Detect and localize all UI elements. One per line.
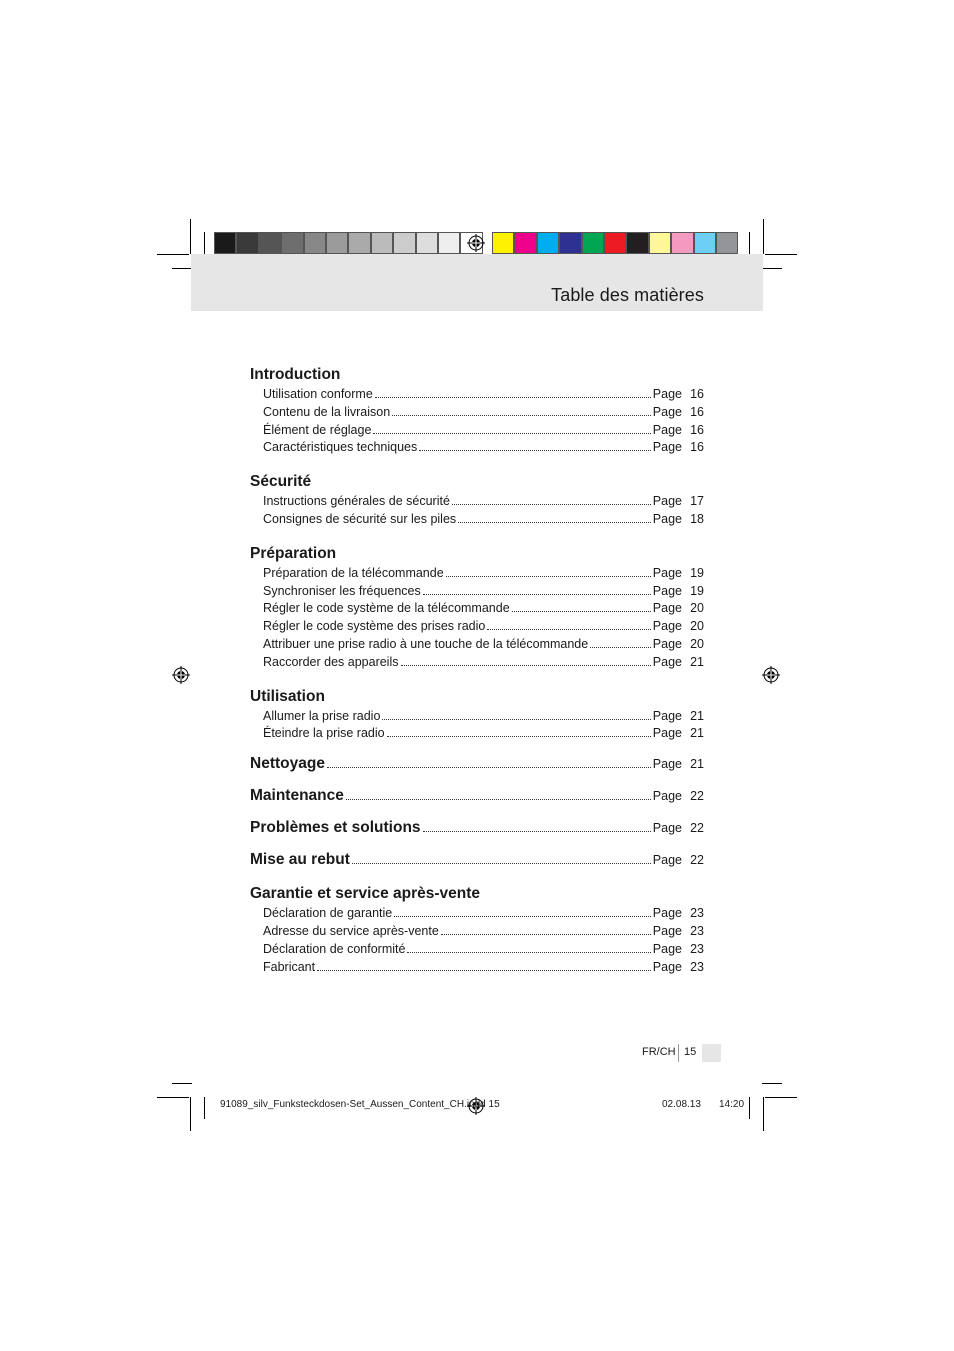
- page-word: Page: [652, 636, 682, 651]
- toc-entry-page: [653, 386, 704, 404]
- page-number: 21: [690, 708, 704, 723]
- gray-swatch: [304, 232, 326, 254]
- page-word: Page: [652, 404, 682, 419]
- page-word: Page: [652, 511, 682, 526]
- toc-entry-page: [653, 708, 704, 726]
- toc-section-entry[interactable]: [250, 817, 704, 839]
- toc-entry-label: Préparation de la télécommande: [263, 565, 444, 580]
- toc-section-entry[interactable]: [250, 785, 704, 807]
- page-word: Page: [652, 923, 682, 938]
- table-of-contents: [250, 364, 704, 976]
- crop-mark: [762, 268, 782, 269]
- toc-entry-page: [653, 757, 704, 771]
- toc-entry-page: [653, 636, 704, 654]
- process-swatch: [582, 232, 604, 254]
- dot-leader: [387, 735, 651, 737]
- crop-mark: [765, 254, 797, 255]
- toc-entry[interactable]: [250, 404, 704, 422]
- page-number: 23: [690, 941, 704, 956]
- toc-entry-page: [653, 583, 704, 601]
- slug-filename: 91089_silv_Funksteckdosen-Set_Aussen_Content_CH.indd 15: [220, 1099, 500, 1110]
- process-color-bar: [492, 232, 738, 256]
- dot-leader: [392, 414, 651, 416]
- dot-leader: [423, 830, 651, 832]
- toc-entry-label: Fabricant: [263, 959, 316, 974]
- page-word: Page: [652, 422, 682, 437]
- toc-entry-label: Raccorder des appareils: [263, 654, 399, 669]
- toc-entry-page: [653, 821, 704, 835]
- footer-page-number: 15: [684, 1046, 697, 1058]
- toc-section-title[interactable]: Garantie et service après-vente: [250, 885, 481, 903]
- toc-section-title[interactable]: Introduction: [250, 366, 341, 383]
- toc-entry-label: Consignes de sécurité sur les piles: [263, 511, 457, 526]
- crop-mark: [762, 1083, 782, 1084]
- process-swatch: [559, 232, 581, 254]
- toc-entry-page: [653, 923, 704, 941]
- toc-entry[interactable]: [250, 905, 704, 923]
- page-word: Page: [652, 853, 682, 868]
- toc-section: [250, 849, 704, 871]
- page-number: 16: [690, 404, 704, 419]
- page-number: 19: [690, 565, 704, 580]
- crop-mark: [763, 219, 764, 254]
- dot-leader: [346, 798, 651, 800]
- page-number: 23: [690, 906, 704, 921]
- crop-mark: [763, 1097, 764, 1131]
- toc-entry-label: Synchroniser les fréquences: [263, 583, 421, 598]
- toc-entry[interactable]: [250, 439, 704, 457]
- page-word: Page: [652, 565, 682, 580]
- page-word: Page: [652, 601, 682, 616]
- toc-entry-page: [653, 725, 704, 743]
- page-number: 19: [690, 583, 704, 598]
- page-number: 16: [690, 387, 704, 401]
- toc-entry-page: [653, 789, 704, 803]
- toc-entry-page: [653, 853, 704, 867]
- toc-section: [250, 753, 704, 775]
- toc-entry-label: Déclaration de conformité: [263, 941, 406, 956]
- page-number: 17: [690, 494, 704, 509]
- toc-section-title[interactable]: Préparation: [250, 544, 337, 562]
- crop-mark: [157, 254, 189, 255]
- dot-leader: [401, 664, 651, 666]
- crop-mark: [204, 232, 205, 256]
- page-number: 23: [690, 923, 704, 938]
- dot-leader: [423, 593, 651, 595]
- page-word: Page: [652, 941, 682, 956]
- gray-swatch: [214, 232, 236, 254]
- toc-entry-label: Instructions générales de sécurité: [263, 494, 450, 509]
- footer-language: FR/CH: [642, 1046, 676, 1058]
- toc-entry-page: [653, 439, 704, 457]
- page-word: Page: [652, 387, 682, 401]
- dot-leader: [458, 521, 651, 523]
- toc-section: [250, 785, 704, 807]
- page-word: Page: [652, 708, 682, 723]
- page-word: Page: [652, 821, 682, 836]
- process-swatch: [604, 232, 626, 254]
- gray-swatch: [326, 232, 348, 254]
- toc-entry[interactable]: [250, 654, 704, 672]
- toc-entry-page: [653, 493, 704, 511]
- toc-entry[interactable]: [250, 386, 704, 404]
- process-swatch: [492, 232, 514, 254]
- page-number: 22: [690, 821, 704, 836]
- dot-leader: [382, 718, 650, 720]
- registration-mark-icon: [762, 666, 780, 684]
- dot-leader: [317, 969, 651, 971]
- page-number: 20: [690, 636, 704, 651]
- process-swatch: [694, 232, 716, 254]
- toc-section-title[interactable]: Utilisation: [250, 687, 325, 705]
- toc-entry[interactable]: [250, 618, 704, 636]
- toc-section: [250, 471, 704, 529]
- page-number: 21: [690, 757, 704, 772]
- toc-entry[interactable]: [250, 511, 704, 529]
- toc-entry[interactable]: [250, 583, 704, 601]
- toc-entry[interactable]: [250, 422, 704, 440]
- toc-section-title: Maintenance: [250, 787, 344, 805]
- page-word: Page: [652, 789, 682, 804]
- toc-entry-page: [653, 511, 704, 529]
- process-swatch: [716, 232, 738, 254]
- dot-leader: [407, 951, 650, 953]
- toc-entry[interactable]: [250, 941, 704, 959]
- page-word: Page: [652, 654, 682, 669]
- page-number: 20: [690, 601, 704, 616]
- toc-entry-label: Déclaration de garantie: [263, 906, 393, 921]
- slug-time: 14:20: [719, 1099, 745, 1110]
- dot-leader: [375, 396, 651, 398]
- page-number: 23: [690, 959, 704, 974]
- crop-mark: [172, 1083, 192, 1084]
- gray-swatch: [281, 232, 303, 254]
- gray-swatch: [259, 232, 281, 254]
- gray-swatch: [438, 232, 460, 254]
- dot-leader: [452, 503, 651, 505]
- toc-entry-page: [653, 600, 704, 618]
- toc-entry-label: Utilisation conforme: [263, 387, 373, 401]
- crop-mark: [157, 1097, 189, 1098]
- registration-mark-icon: [467, 234, 485, 252]
- page-title: Table des matières: [551, 285, 704, 305]
- toc-entry[interactable]: [250, 959, 704, 977]
- dot-leader: [446, 575, 651, 577]
- dot-leader: [441, 933, 651, 935]
- page-word: Page: [652, 619, 682, 634]
- page-number: 16: [690, 440, 704, 455]
- toc-entry-label: Adresse du service après-vente: [263, 923, 439, 938]
- page-number: 20: [690, 619, 704, 634]
- dot-leader: [327, 766, 651, 768]
- toc-entry-label: Attribuer une prise radio à une touche de la télécommande: [263, 636, 589, 651]
- toc-section-title: Problèmes et solutions: [250, 819, 421, 837]
- gray-swatch: [393, 232, 415, 254]
- toc-entry-page: [653, 905, 704, 923]
- toc-entry-page: [653, 565, 704, 583]
- toc-section: [250, 364, 704, 457]
- toc-entry[interactable]: [250, 725, 704, 743]
- crop-mark: [190, 219, 191, 254]
- toc-entry-label: Régler le code système de la télécommande: [263, 601, 510, 616]
- gray-swatch: [236, 232, 258, 254]
- process-swatch: [514, 232, 536, 254]
- page-word: Page: [652, 726, 682, 741]
- toc-section-entry[interactable]: [250, 753, 704, 775]
- crop-mark: [172, 268, 192, 269]
- toc-section: [250, 543, 704, 672]
- crop-mark: [749, 1097, 750, 1119]
- page-word: Page: [652, 494, 682, 509]
- toc-entry[interactable]: [250, 636, 704, 654]
- toc-entry-page: [653, 422, 704, 440]
- toc-entry-page: [653, 654, 704, 672]
- toc-entry-page: [653, 404, 704, 422]
- slug-date: 02.08.13: [662, 1099, 701, 1110]
- toc-entry[interactable]: [250, 565, 704, 583]
- page-number: 21: [690, 726, 704, 741]
- registration-mark-icon: [172, 666, 190, 684]
- crop-mark: [749, 232, 750, 256]
- gray-swatch: [416, 232, 438, 254]
- process-swatch: [537, 232, 559, 254]
- toc-entry[interactable]: [250, 923, 704, 941]
- toc-entry-label: Allumer la prise radio: [263, 708, 381, 723]
- dot-leader: [394, 915, 651, 917]
- dot-leader: [373, 432, 650, 434]
- toc-entry[interactable]: [250, 493, 704, 511]
- gray-color-bar: [214, 232, 483, 256]
- crop-mark: [765, 1097, 797, 1098]
- crop-mark: [204, 1097, 205, 1119]
- toc-entry[interactable]: [250, 708, 704, 726]
- toc-section-title: Nettoyage: [250, 755, 325, 773]
- process-swatch: [649, 232, 671, 254]
- toc-section: [250, 686, 704, 744]
- toc-section: [250, 883, 704, 976]
- page-number: 21: [690, 654, 704, 669]
- process-swatch: [626, 232, 648, 254]
- page-word: Page: [652, 757, 682, 772]
- page-number: 22: [690, 853, 704, 868]
- process-swatch: [671, 232, 693, 254]
- page-word: Page: [652, 906, 682, 921]
- dot-leader: [352, 862, 651, 864]
- page-word: Page: [652, 440, 682, 455]
- page-number: 18: [690, 511, 704, 526]
- footer-tab: [702, 1044, 721, 1062]
- toc-entry-page: [653, 959, 704, 977]
- toc-section-title: Mise au rebut: [250, 851, 350, 869]
- dot-leader: [512, 610, 651, 612]
- toc-entry-label: Régler le code système des prises radio: [263, 619, 486, 634]
- dot-leader: [590, 646, 651, 648]
- dot-leader: [487, 628, 650, 630]
- dot-leader: [419, 449, 651, 451]
- toc-section-entry[interactable]: [250, 849, 704, 871]
- footer-divider: [678, 1044, 679, 1062]
- page-word: Page: [652, 583, 682, 598]
- toc-entry[interactable]: [250, 600, 704, 618]
- toc-entry-label: Élément de réglage: [263, 422, 372, 437]
- toc-section: [250, 817, 704, 839]
- page-word: Page: [652, 959, 682, 974]
- page-number: 22: [690, 789, 704, 804]
- toc-entry-page: [653, 618, 704, 636]
- gray-swatch: [348, 232, 370, 254]
- crop-mark: [190, 1097, 191, 1131]
- toc-section-title[interactable]: Sécurité: [250, 473, 312, 491]
- toc-entry-page: [653, 941, 704, 959]
- toc-entry-label: Éteindre la prise radio: [263, 726, 385, 741]
- page-number: 16: [690, 422, 704, 437]
- toc-entry-label: Contenu de la livraison: [263, 404, 391, 419]
- gray-swatch: [371, 232, 393, 254]
- toc-entry-label: Caractéristiques techniques: [263, 440, 418, 455]
